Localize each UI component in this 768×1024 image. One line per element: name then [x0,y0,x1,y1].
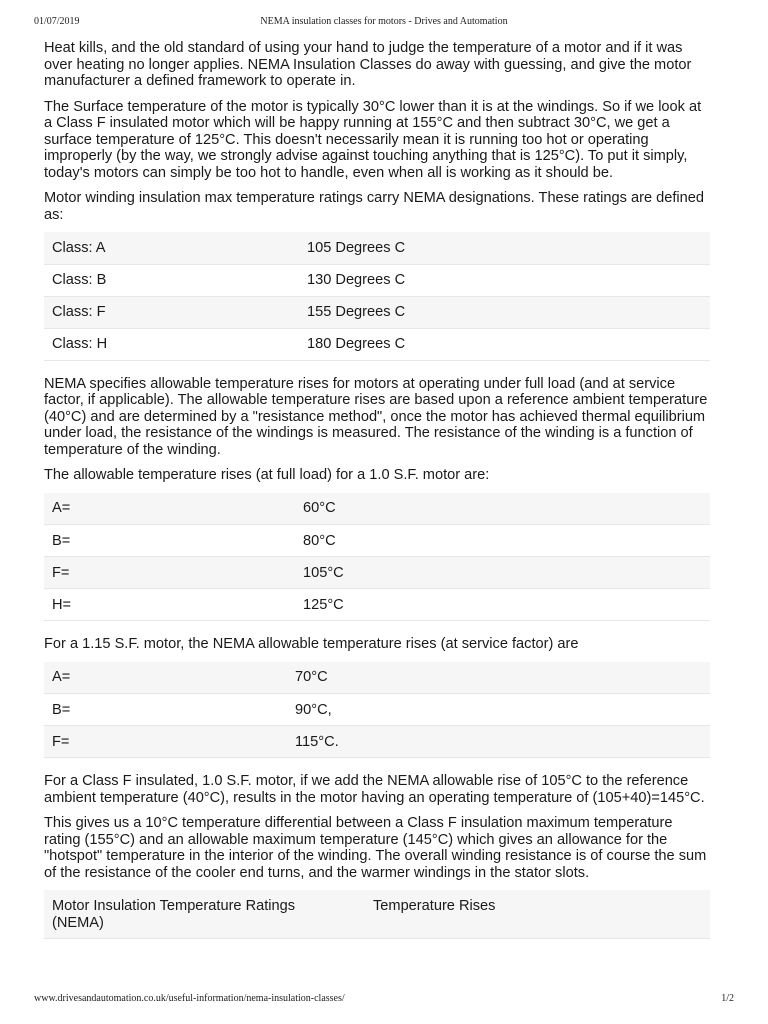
table-row [44,264,710,296]
class-cell: H= [44,589,295,621]
class-cell: Class: B [44,264,299,296]
paragraph-temperature-rises: NEMA specifies allowable temperature rises for motors at operating under full load (and at service factor, if applicable). The allowable temperature rises are based upon a reference ambient temperature (40°C) and are determined by a "resistance method", once the motor has achieved thermal equilibrium under load, the resistance of the windings is measured. The resistance of the winding is a function of temperature of the winding. [44,375,708,458]
rise-cell: 90°C, [287,694,710,726]
paragraph-hotspot: This gives us a 10°C temperature differential between a Class F insulation maximum temperature rating (155°C) and an allowable maximum temperature (145°C) which gives an allowance for the "hotspot" temperature in the interior of the winding. The overall winding resistance is of course the sum of the resistance of the cooler end turns, and the warmer windings in the stator slots. [44,815,707,881]
paragraph-class-f-example: For a Class F insulated, 1.0 S.F. motor, if we add the NEMA allowable rise of 105°C to the reference ambient temperature (40°C), results in the motor having an operating temperature of (105+40)=145°C. [44,773,705,806]
summary-table [44,890,710,939]
class-cell: Class: F [44,296,299,328]
class-cell: A= [44,662,287,694]
article-content [44,40,712,954]
header-rises: Temperature Rises [365,890,710,938]
rise-cell: 70°C [287,662,710,694]
rise-cell: 105°C [295,557,710,589]
table-row [44,232,710,264]
table-row [44,662,710,694]
page-number: 1/2 [721,993,734,1004]
class-cell: B= [44,525,295,557]
rise-cell: 60°C [295,493,710,525]
rise-cell: 125°C [295,589,710,621]
page-url-link[interactable]: www.drivesandautomation.co.uk/useful-information/nema-insulation-classes/ [34,993,345,1004]
print-date: 01/07/2019 [34,16,80,27]
table-row [44,726,710,758]
print-header [34,16,734,30]
print-page-title: NEMA insulation classes for motors - Drives and Automation [260,16,508,27]
table-row [44,493,710,525]
table-header-row [44,890,710,938]
table-row [44,557,710,589]
class-cell: F= [44,726,287,758]
paragraph-surface-temperature: The Surface temperature of the motor is typically 30°C lower than it is at the windings. So if we look at a Class F insulated motor which will be happy running at 155°C and then subtract 30°C, we get a surface temperature of 125°C. This doesn't necessarily mean it is running too hot or operating improperly (by the way, we strongly advise against touching anything that is 125°C). To put it simply, today's motors can simply be too hot to handle, even when all is working as it should be. [44,98,702,181]
table-row [44,525,710,557]
table-row [44,589,710,621]
insulation-class-table [44,232,710,361]
class-cell: Class: H [44,328,299,360]
temperature-cell: 155 Degrees C [299,296,710,328]
table-row [44,694,710,726]
paragraph-intro: Heat kills, and the old standard of using your hand to judge the temperature of a motor and if it was over heating no longer applies. NEMA Insulation Classes do away with guessing, and give the motor manufacturer a defined framework to operate in. [44,40,692,89]
temperature-cell: 105 Degrees C [299,232,710,264]
rise-cell: 80°C [295,525,710,557]
table-row [44,296,710,328]
header-ratings: Motor Insulation Temperature Ratings (NEMA) [44,890,365,938]
class-cell: F= [44,557,295,589]
class-cell: A= [44,493,295,525]
print-footer [34,993,734,1007]
class-cell: B= [44,694,287,726]
class-cell: Class: A [44,232,299,264]
rises-1-15-sf-table [44,662,710,759]
paragraph-1-0-sf-intro: The allowable temperature rises (at full load) for a 1.0 S.F. motor are: [44,467,490,483]
temperature-cell: 180 Degrees C [299,328,710,360]
rise-cell: 115°C. [287,726,710,758]
paragraph-ratings-intro: Motor winding insulation max temperature ratings carry NEMA designations. These ratings are defined as: [44,190,705,223]
table-row [44,328,710,360]
paragraph-1-15-sf-intro: For a 1.15 S.F. motor, the NEMA allowable temperature rises (at service factor) are [44,636,579,652]
rises-1-0-sf-table [44,493,710,622]
temperature-cell: 130 Degrees C [299,264,710,296]
